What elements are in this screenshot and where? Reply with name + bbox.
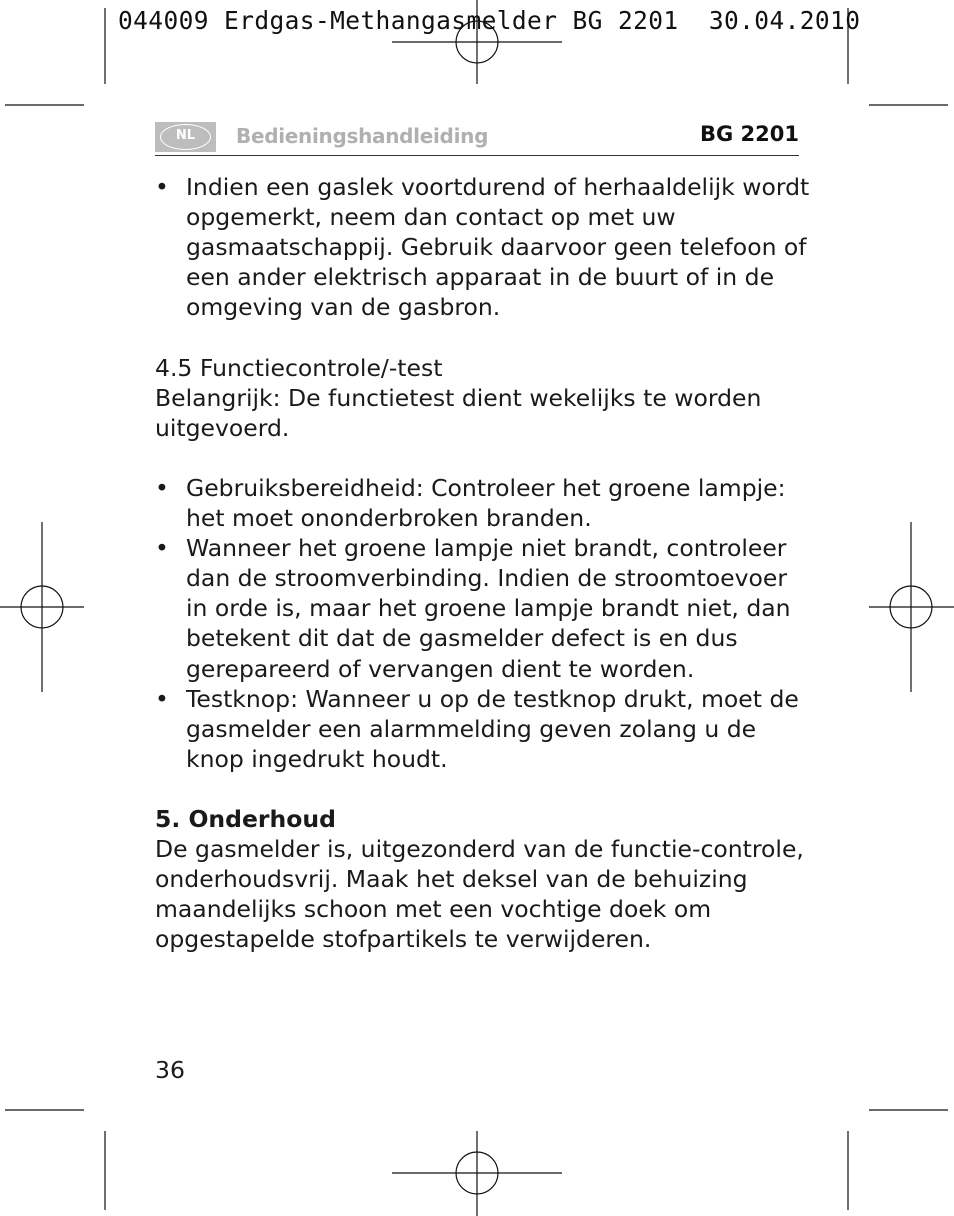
language-badge bbox=[155, 122, 216, 152]
bullet-icon: • bbox=[155, 473, 169, 502]
section-4-5-text: Belangrijk: De functietest dient wekelijks te worden uitgevoerd. bbox=[155, 383, 762, 442]
bullet-icon: • bbox=[155, 684, 169, 713]
model-number: BG 2201 bbox=[699, 122, 799, 146]
print-slug: 044009 Erdgas-Methangasmelder BG 2201 30.04.2010 bbox=[118, 6, 861, 35]
section-5-heading: 5. Onderhoud bbox=[155, 804, 336, 833]
list-item-text: Gebruiksbereidheid: Controleer het groene lampje: het moet ononderbroken branden. bbox=[186, 473, 786, 533]
list-item-text: Indien een gaslek voortdurend of herhaaldelijk wordt opgemerkt, neem dan contact op met uw gasmaatschappij. Gebruik daarvoor geen telefoon of een ander elektrisch apparaat in de buurt of in de omgeving van de gasbron. bbox=[186, 173, 810, 322]
list-item bbox=[155, 684, 815, 774]
bullet-icon: • bbox=[155, 534, 169, 563]
function-test-bullet-list bbox=[155, 473, 815, 774]
bullet-icon: • bbox=[155, 173, 169, 201]
list-item-text: Testknop: Wanneer u op de testknop drukt, moet de gasmelder een alarmmelding geven zolang u de knop ingedrukt houdt. bbox=[186, 684, 799, 773]
page-content bbox=[155, 172, 815, 954]
language-code: NL bbox=[175, 128, 196, 143]
page-number: 36 bbox=[155, 1056, 185, 1084]
section-4-5-heading: 4.5 Functiecontrole/-test bbox=[155, 353, 443, 382]
list-item bbox=[155, 533, 815, 683]
list-item bbox=[155, 172, 815, 322]
intro-bullet-list bbox=[155, 172, 815, 322]
list-item-text: Wanneer het groene lampje niet brandt, controleer dan de stroomverbinding. Indien de stroomtoevoer in orde is, maar het groene lampje brandt niet, dan betekent dit dat de gasmelder defect is en dus gerepareerd of vervangen dient te worden. bbox=[186, 534, 791, 683]
section-5-text: De gasmelder is, uitgezonderd van de functie-controle, onderhoudsvrij. Maak het deksel van de behuizing maandelijks schoon met een vochtige doek om opgestapelde stofpartikels te verwijderen. bbox=[155, 835, 804, 954]
list-item bbox=[155, 473, 815, 533]
manual-title: Bedieningshandleiding bbox=[236, 124, 489, 148]
